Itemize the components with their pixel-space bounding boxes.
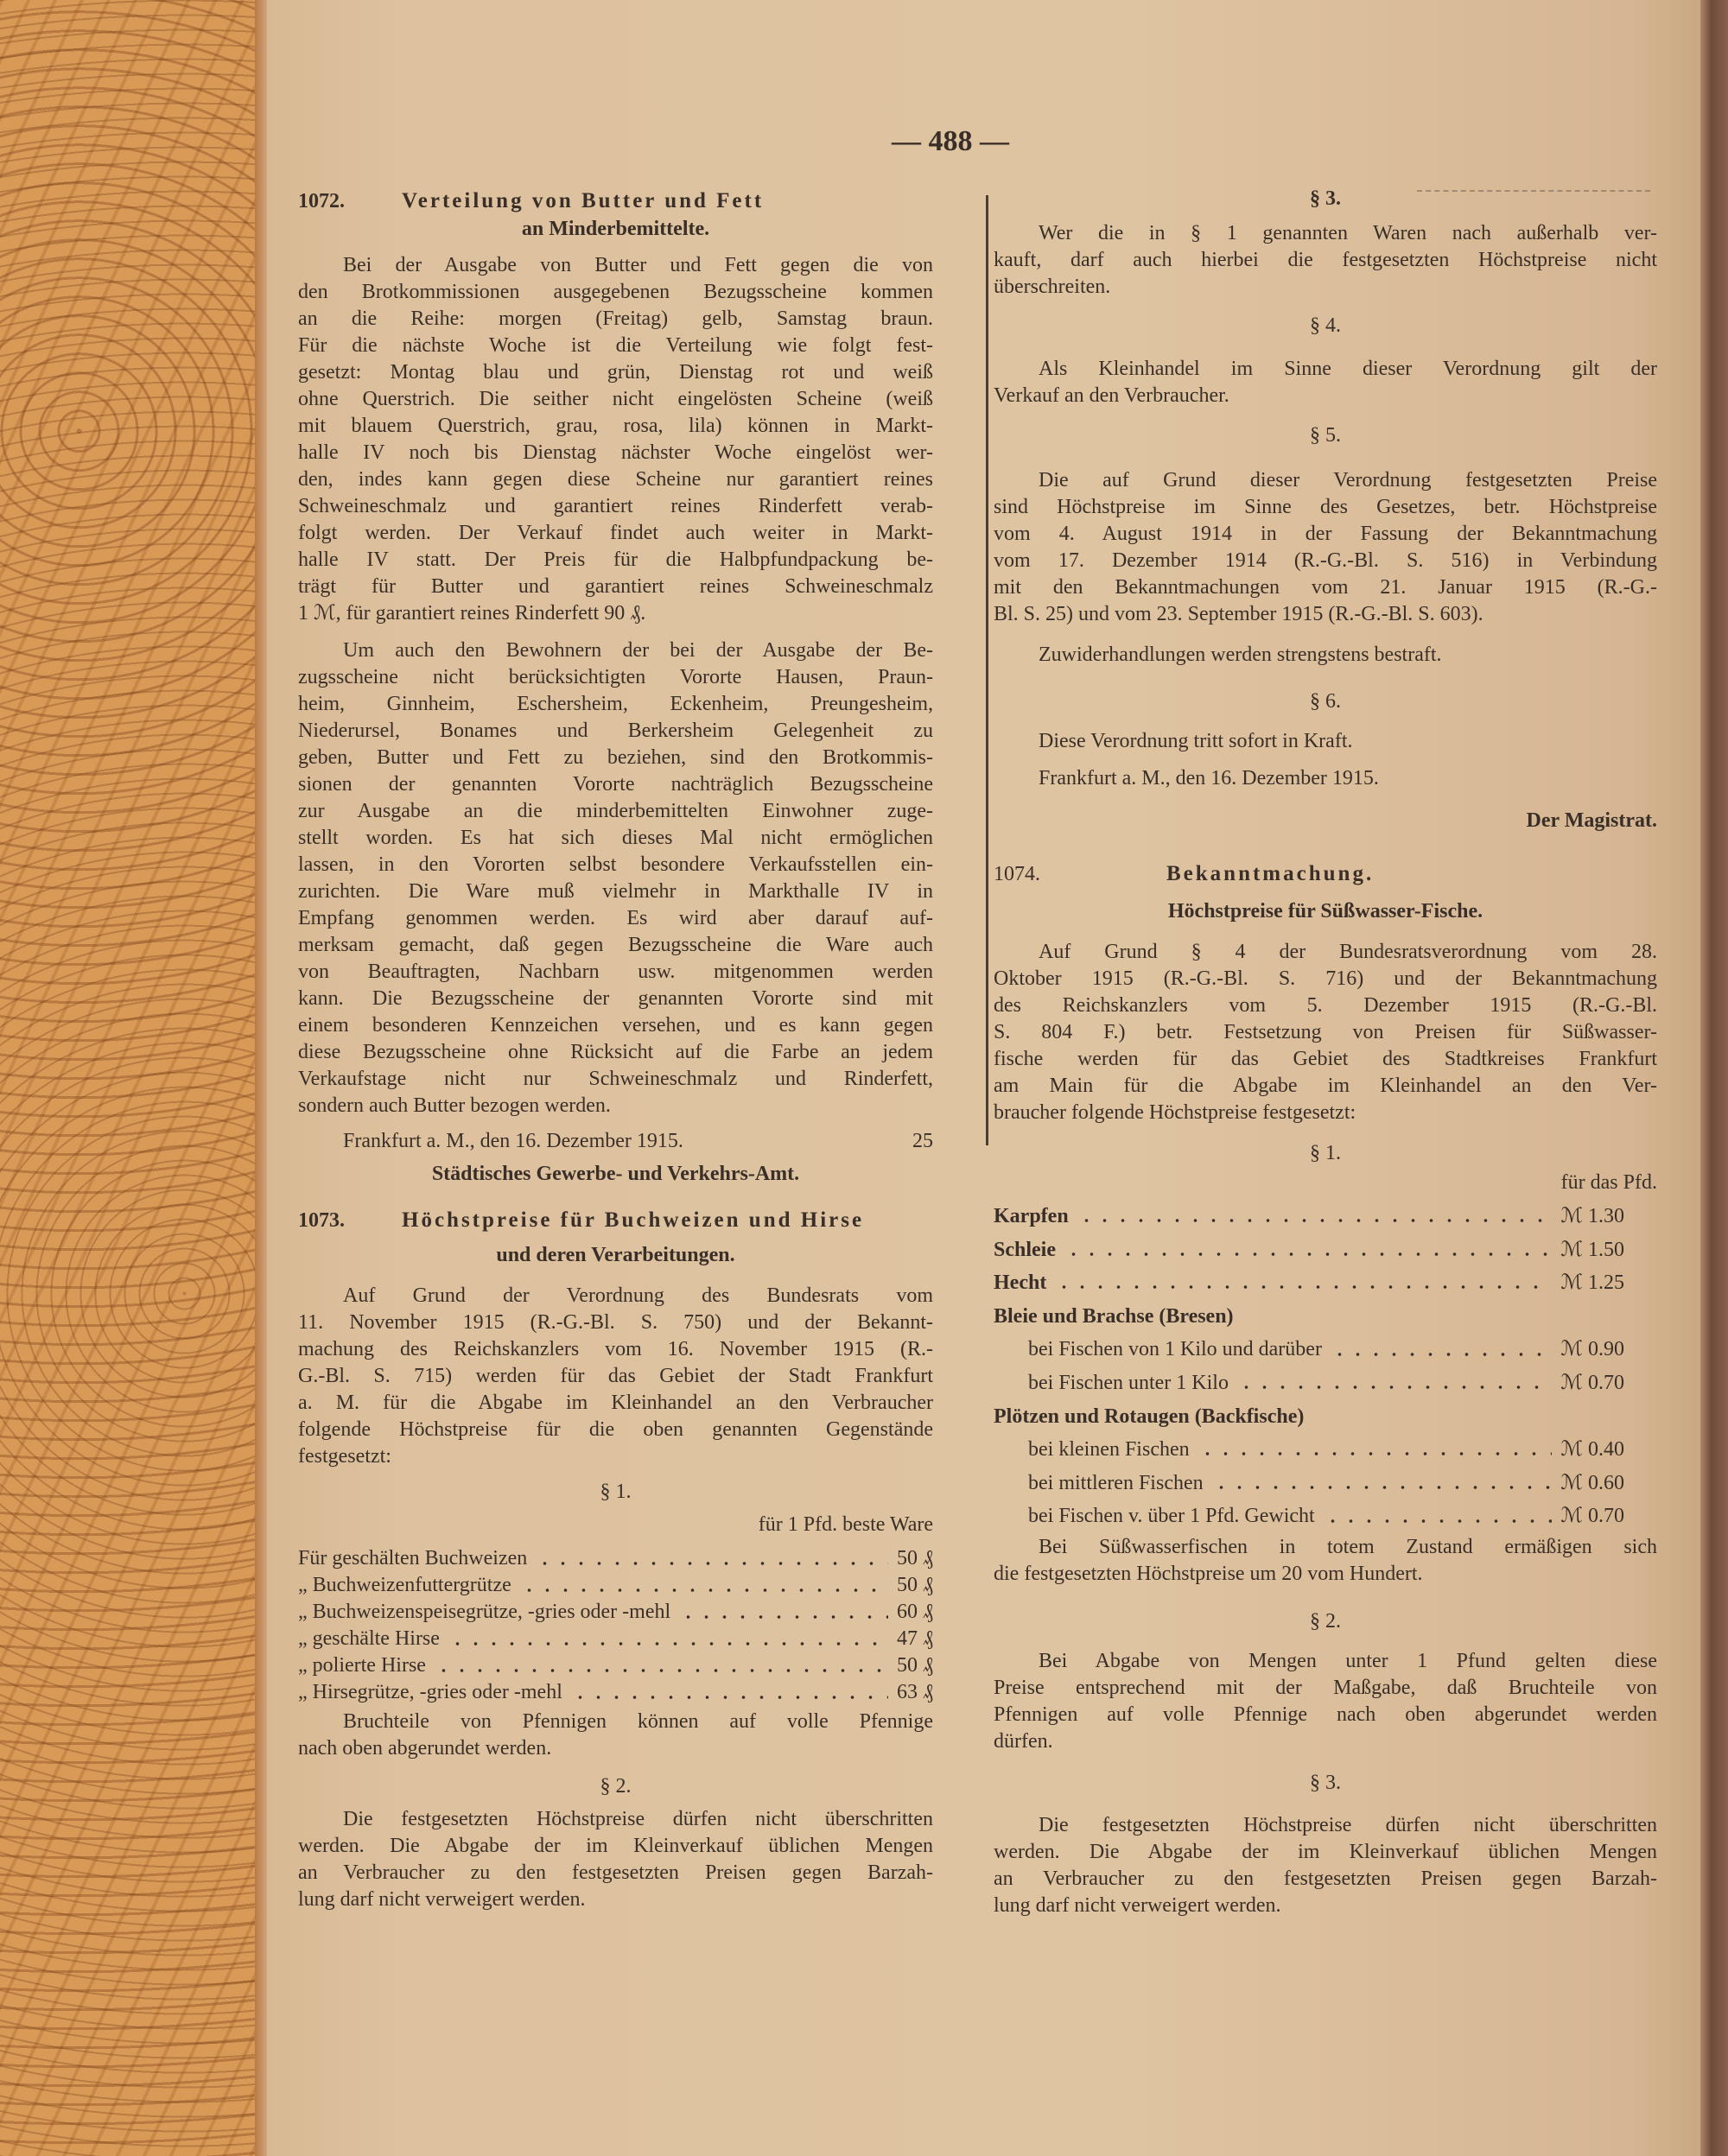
section-1073-par2-text <box>298 1806 933 1913</box>
text-line: mit blauem Querstrich, grau, rosa, lila) können in Markt- <box>298 415 933 437</box>
text-line: vom 17. Dezember 1914 (R.-G.-Bl. S. 516) in Verbindung <box>994 549 1657 572</box>
item-price: ℳ 0.70 <box>1560 1505 1624 1528</box>
item-label: Bleie und Brachse (Bresen) <box>994 1304 1234 1328</box>
price-row <box>298 1626 933 1652</box>
price-row <box>994 1333 1624 1367</box>
text-line: Bei Süßwasserfischen in totem Zustand ermäßigen sich <box>1039 1536 1657 1558</box>
text-line: Die festgesetzten Höchstpreise dürfen nicht überschritten <box>343 1808 933 1830</box>
item-price: ℳ 0.70 <box>1560 1371 1624 1394</box>
dot-leader <box>1055 1284 1552 1290</box>
text-line: Bei Abgabe von Mengen unter 1 Pfund gelten diese <box>1039 1650 1657 1672</box>
paragraph-sign: § 5. <box>1310 424 1341 447</box>
text-line: ohne Querstrich. Die seither nicht eingelösten Scheine (weiß <box>298 388 933 410</box>
text-line: werden. Die Abgabe der im Kleinverkauf üblichen Mengen <box>298 1835 933 1857</box>
text-line: Die festgesetzten Höchstpreise dürfen nicht überschritten <box>1039 1814 1657 1836</box>
penalty-text: Zuwiderhandlungen werden strengstens bestraft. <box>1039 644 1442 666</box>
paragraph-sign: § 3. <box>1310 187 1341 210</box>
text-line: lung darf nicht verweigert werden. <box>994 1894 1281 1917</box>
paragraph-sign: § 6. <box>1310 690 1341 713</box>
cover-edge <box>255 0 267 2156</box>
item-price: ℳ 1.25 <box>1560 1271 1624 1295</box>
item-price: 50 ₰ <box>897 1547 933 1569</box>
text-line: sind Höchstpreise im Sinne des Gesetzes, betr. Höchstpreise <box>994 496 1657 518</box>
text-line: zur Ausgabe an die minderbemittelten Einwohner zuge- <box>298 800 933 822</box>
item-label: Karpfen <box>994 1205 1069 1227</box>
text-line: Verkaufstage nicht nur Schweineschmalz und Rinderfett, <box>298 1068 933 1090</box>
section-1072-para1 <box>298 252 933 627</box>
paragraph-sign: § 4. <box>1310 314 1341 337</box>
text-line: sondern auch Butter bezogen werden. <box>298 1094 611 1117</box>
section-1074-subtitle: Höchstpreise für Süßwasser-Fische. <box>1167 900 1483 923</box>
text-line: diese Bezugsscheine ohne Rücksicht auf die Farbe an jedem <box>298 1041 933 1063</box>
text-line: überschreiten. <box>994 276 1111 298</box>
text-line: Preise entsprechend mit der Maßgabe, daß Bruchteile von <box>994 1677 1657 1699</box>
text-line: dürfen. <box>994 1730 1053 1753</box>
text-line: Auf Grund § 4 der Bundesratsverordnung vom 28. <box>1039 941 1657 963</box>
item-label: Plötzen und Rotaugen (Backfische) <box>994 1405 1305 1428</box>
rounding-note <box>298 1709 933 1762</box>
text-line: die festgesetzten Höchstpreise um 20 vom Hundert. <box>994 1563 1423 1585</box>
signature: Der Magistrat. <box>1526 809 1657 832</box>
section-1072-signature: Städtisches Gewerbe- und Verkehrs-Amt. <box>431 1163 800 1185</box>
unit-header: für das Pfd. <box>1560 1171 1657 1194</box>
item-label: bei Fischen von 1 Kilo und darüber <box>1028 1338 1322 1361</box>
text-line: Schweineschmalz und garantiert reines Rinderfett verab- <box>298 495 933 517</box>
text-line: geben, Butter und Fett zu beziehen, sind den Brotkommis- <box>298 746 933 769</box>
text-line: an die Reihe: morgen (Freitag) gelb, Samstag braun. <box>298 308 933 330</box>
section-1074-intro <box>994 939 1657 1126</box>
text-line: heim, Ginnheim, Eschersheim, Eckenheim, Preungesheim, <box>298 693 933 715</box>
text-line: lassen, in den Vororten selbst besondere Verkaufsstellen ein- <box>298 853 933 876</box>
text-line: Für die nächste Woche ist die Verteilung wie folgt fest- <box>298 334 933 357</box>
price-row <box>994 1200 1624 1233</box>
text-line: braucher folgende Höchstpreise festgesetzt: <box>994 1101 1356 1124</box>
item-label: bei Fischen v. über 1 Pfd. Gewicht <box>1028 1505 1315 1528</box>
dot-leader <box>571 1695 888 1700</box>
text-line: gesetzt: Montag blau und grün, Dienstag rot und weiß <box>298 361 933 384</box>
text-line: den Brotkommissionen ausgegebenen Bezugsscheine kommen <box>298 281 933 303</box>
text-line: sionen der genannten Vororte nachträglich Bezugsscheine <box>298 773 933 796</box>
marbled-book-cover-edge <box>0 0 264 2156</box>
item-price: ℳ 0.40 <box>1560 1438 1624 1462</box>
price-row <box>994 1433 1624 1467</box>
dot-leader <box>1324 1519 1553 1524</box>
text-line: den, indes kann gegen diese Scheine nur garantiert reines <box>298 468 933 491</box>
dateline-number: 25 <box>912 1130 933 1152</box>
item-label: „ Buchweizenspeisegrütze, -gries oder -mehl <box>298 1601 671 1623</box>
item-label: bei mittleren Fischen <box>1028 1471 1204 1494</box>
text-line: halle IV noch bis Dienstag nächster Woche eingelöst wer- <box>298 441 933 464</box>
item-label: „ Hirsegrütze, -gries oder -mehl <box>298 1681 562 1703</box>
item-label: Schleie <box>994 1238 1056 1261</box>
dot-leader <box>448 1641 888 1646</box>
text-line: trägt für Butter und garantiert reines Schweineschmalz <box>298 575 933 598</box>
dead-fish-note <box>994 1534 1657 1588</box>
section-1072-dateline <box>298 1128 933 1155</box>
item-price: ℳ 1.30 <box>1560 1205 1624 1227</box>
text-line: kann. Die Bezugsscheine der genannten Vororte sind mit <box>298 987 933 1010</box>
item-label: „ polierte Hirse <box>298 1654 426 1677</box>
section-1072-heading <box>298 187 933 214</box>
text-line: Bei der Ausgabe von Butter und Fett gegen die von <box>343 254 933 276</box>
price-row <box>298 1679 933 1706</box>
section-1072-subtitle: an Minderbemittelte. <box>521 218 710 240</box>
text-line: an Verbraucher zu den festgesetzten Preisen gegen Barzah- <box>298 1861 933 1884</box>
item-label: Hecht <box>994 1271 1047 1295</box>
text-line: G.-Bl. S. 715) werden für das Gebiet der Stadt Frankfurt <box>298 1365 933 1387</box>
text-line: einem besonderen Kennzeichen versehen, und es kann gegen <box>298 1014 933 1037</box>
paragraph-sign: § 1. <box>600 1481 632 1503</box>
text-line: Empfang genommen werden. Es wird aber darauf auf- <box>298 907 933 929</box>
item-price: 60 ₰ <box>897 1601 933 1623</box>
text-line: fische werden für das Gebiet des Stadtkreises Frankfurt <box>994 1048 1657 1070</box>
item-price: 50 ₰ <box>897 1654 933 1677</box>
book-spine-edge <box>1700 0 1728 2156</box>
price-row <box>994 1266 1624 1300</box>
price-row <box>994 1367 1624 1400</box>
text-line: lung darf nicht verweigert werden. <box>298 1888 586 1911</box>
price-row <box>994 1467 1624 1500</box>
text-line: Wer die in § 1 genannten Waren nach außerhalb ver- <box>1039 222 1657 244</box>
text-line: zugsscheine nicht berücksichtigten Vororte Hausen, Praun- <box>298 666 933 688</box>
text-line: mit den Bekanntmachungen vom 21. Januar 1915 (R.-G.- <box>994 576 1657 599</box>
text-line: Bl. S. 25) und vom 23. September 1915 (R.-G.-Bl. S. 603). <box>994 603 1483 625</box>
text-line: halle IV statt. Der Preis für die Halbpfundpackung be- <box>298 549 933 571</box>
price-row <box>298 1572 933 1599</box>
price-row <box>298 1599 933 1626</box>
text-line: von Beauftragten, Nachbarn usw. mitgenommen werden <box>298 961 933 983</box>
section-number: 1072. <box>298 190 345 212</box>
text-line: festgesetzt: <box>298 1445 391 1468</box>
item-label: Für geschälten Buchweizen <box>298 1547 528 1569</box>
price-row <box>298 1652 933 1679</box>
text-line: kauft, darf auch hierbei die festgesetzten Höchstpreise nicht <box>994 249 1657 271</box>
text-line: Als Kleinhandel im Sinne dieser Verordnung gilt der <box>1039 358 1657 380</box>
section-1074-heading <box>994 860 1657 887</box>
text-line: machung des Reichskanzlers vom 16. November 1915 (R.- <box>298 1338 933 1360</box>
text-line: zurichten. Die Ware muß vielmehr in Markthalle IV in <box>298 880 933 903</box>
section-1073-subtitle: und deren Verarbeitungen. <box>496 1244 735 1266</box>
section-1073-intro <box>298 1283 933 1470</box>
dateline: Frankfurt a. M., den 16. Dezember 1915. <box>1039 767 1379 789</box>
section-title: Höchstpreise für Buchweizen und Hirse <box>402 1208 865 1232</box>
item-price: 47 ₰ <box>897 1627 933 1650</box>
paragraph-sign: § 1. <box>1310 1142 1341 1164</box>
text-line: folgende Höchstpreise für die oben genannten Gegenstände <box>298 1418 933 1441</box>
text-line: Um auch den Bewohnern der bei der Ausgabe der Be- <box>343 639 933 662</box>
par5-text <box>994 467 1657 628</box>
section-number: 1073. <box>298 1209 345 1232</box>
dot-leader <box>1064 1252 1552 1257</box>
paragraph-sign: § 2. <box>1310 1610 1341 1633</box>
dot-leader <box>520 1588 888 1593</box>
fish-price-table <box>994 1200 1624 1533</box>
section-1074-par3-text <box>994 1812 1657 1919</box>
section-1073-heading <box>298 1207 933 1233</box>
dot-leader <box>1237 1385 1552 1390</box>
page-number: — 488 — <box>892 125 1009 157</box>
dateline-text: Frankfurt a. M., den 16. Dezember 1915. <box>343 1130 683 1152</box>
price-row <box>994 1233 1624 1267</box>
section-title: Verteilung von Butter und Fett <box>402 189 765 212</box>
text-line: Bruchteile von Pfennigen können auf volle Pfennige <box>343 1710 933 1733</box>
text-line: Pfennigen auf volle Pfennige nach oben abgerundet werden <box>994 1703 1657 1726</box>
text-line: werden. Die Abgabe der im Kleinverkauf üblichen Mengen <box>994 1841 1657 1863</box>
unit-header: für 1 Pfd. beste Ware <box>758 1513 933 1536</box>
section-title: Bekanntmachung. <box>1166 862 1375 885</box>
column-divider <box>986 195 988 1145</box>
section-number: 1074. <box>994 863 1040 885</box>
grain-price-table <box>298 1545 933 1706</box>
text-line: nach oben abgerundet werden. <box>298 1737 552 1760</box>
par6-text: Diese Verordnung tritt sofort in Kraft. <box>1039 730 1353 752</box>
text-line: S. 804 F.) betr. Festsetzung von Preisen für Süßwasser- <box>994 1021 1657 1043</box>
text-line: stellt worden. Es hat sich dieses Mal nicht ermöglichen <box>298 827 933 849</box>
text-line: merksam gemacht, daß gegen Bezugsscheine die Ware auch <box>298 934 933 956</box>
paragraph-sign: § 3. <box>1310 1772 1341 1794</box>
item-price: 63 ₰ <box>897 1681 933 1703</box>
item-label: bei kleinen Fischen <box>1028 1438 1190 1462</box>
dot-leader <box>1077 1218 1553 1223</box>
item-price: ℳ 1.50 <box>1560 1238 1624 1261</box>
dot-leader <box>679 1614 888 1620</box>
item-price: ℳ 0.90 <box>1560 1338 1624 1361</box>
text-line: Die auf Grund dieser Verordnung festgesetzten Preise <box>1039 469 1657 491</box>
text-line: Niederursel, Bonames und Berkersheim Gelegenheit zu <box>298 720 933 742</box>
price-row <box>994 1400 1624 1434</box>
price-row <box>994 1300 1624 1334</box>
price-row <box>994 1500 1624 1533</box>
text-line: am Main für die Abgabe im Kleinhandel an den Ver- <box>994 1075 1657 1097</box>
text-line: 11. November 1915 (R.-G.-Bl. S. 750) und der Bekannt- <box>298 1311 933 1334</box>
dot-leader <box>1331 1352 1552 1357</box>
item-label: „ geschälte Hirse <box>298 1627 440 1650</box>
item-price: 50 ₰ <box>897 1574 933 1596</box>
section-1072-para2 <box>298 637 933 1119</box>
item-price: ℳ 0.60 <box>1560 1471 1624 1494</box>
item-label: bei Fischen unter 1 Kilo <box>1028 1371 1229 1394</box>
par3-text <box>994 220 1657 301</box>
paragraph-sign: § 2. <box>600 1775 632 1798</box>
dot-leader <box>536 1561 888 1566</box>
text-line: Oktober 1915 (R.-G.-Bl. S. 716) und der Bekanntmachung <box>994 967 1657 990</box>
dot-leader <box>435 1668 888 1673</box>
text-line: Verkauf an den Verbraucher. <box>994 384 1229 407</box>
section-1074-par2-text <box>994 1648 1657 1755</box>
text-line: vom 4. August 1914 in der Fassung der Bekanntmachung <box>994 523 1657 545</box>
text-line: a. M. für die Abgabe im Kleinhandel an den Verbraucher <box>298 1392 933 1414</box>
text-line: Auf Grund der Verordnung des Bundesrats vom <box>343 1284 933 1307</box>
par4-text <box>994 356 1657 409</box>
price-row <box>298 1545 933 1572</box>
dot-leader <box>1212 1485 1553 1490</box>
text-line: an Verbraucher zu den festgesetzten Preisen gegen Barzah- <box>994 1867 1657 1890</box>
text-line: folgt werden. Der Verkauf findet auch weiter in Markt- <box>298 522 933 544</box>
text-line: 1 ℳ, für garantiert reines Rinderfett 90 ₰. <box>298 602 646 625</box>
item-label: „ Buchweizenfuttergrütze <box>298 1574 511 1596</box>
text-line: des Reichskanzlers vom 5. Dezember 1915 (R.-G.-Bl. <box>994 994 1657 1017</box>
dot-leader <box>1198 1451 1553 1456</box>
